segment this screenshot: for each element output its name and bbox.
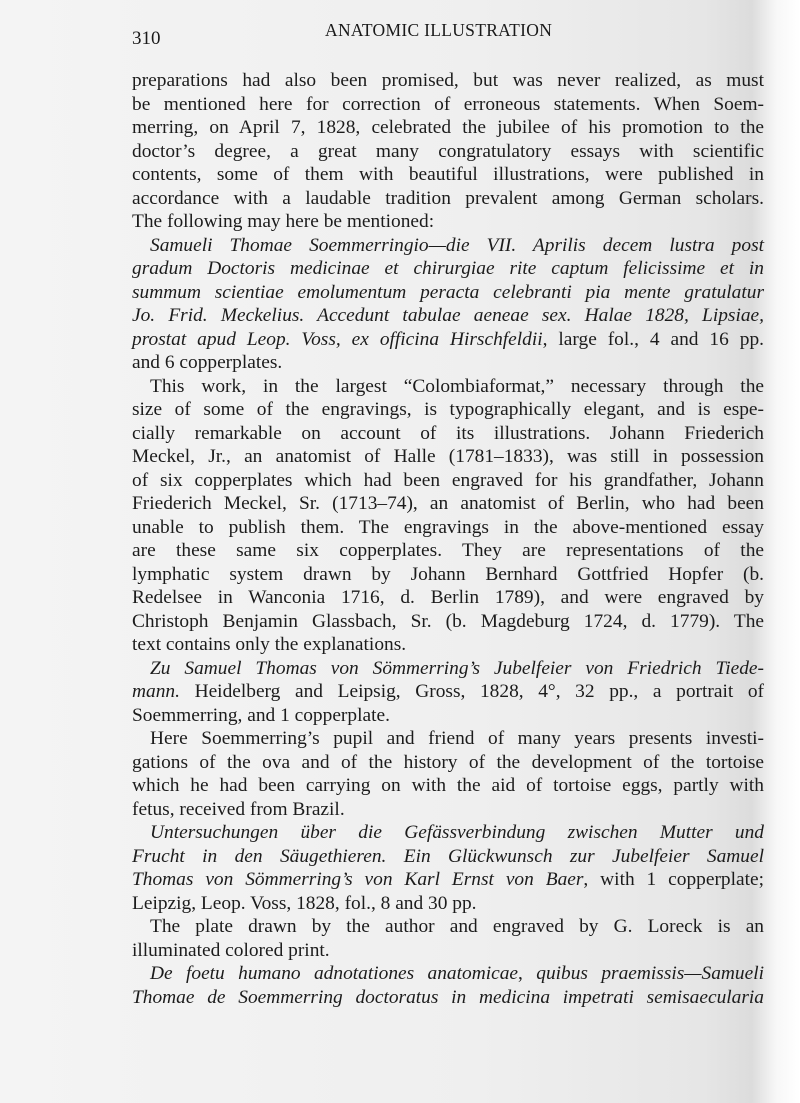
citation-title-line: Samueli Thomae Soemmerringio—die VII. Aprilis decem lustra post	[150, 234, 764, 256]
text-line	[132, 328, 764, 352]
citation-tiedemann	[132, 657, 764, 728]
text-line: cially remarkable on account of its illustrations. Johann Friederich	[132, 422, 764, 444]
page-number: 310	[132, 28, 161, 49]
citation-title-fragment: De foetu humano adnotationes anatomicae	[150, 963, 519, 984]
citation-title-line: Frucht in den Säugethieren. Ein Glückwunsch zur Jubelfeier Samuel	[132, 845, 764, 867]
text-line	[132, 868, 764, 892]
text-line: unable to publish them. The engravings in the above-mentioned essay	[132, 516, 764, 538]
citation-title-line: Zu Samuel Thomas von Sömmerring’s Jubelfeier von Friedrich Tiede-	[150, 657, 764, 679]
text-line: Soemmerring, and 1 copperplate.	[132, 704, 390, 726]
citation-meckel	[132, 234, 764, 375]
text-line: Christoph Benjamin Glassbach, Sr. (b. Magdeburg 1724, d. 1779). The	[132, 610, 764, 632]
citation-separator: ,	[518, 963, 537, 984]
citation-title-fragment: quibus praemissis—Samueli	[536, 963, 765, 984]
text-line: This work, in the largest “Colombiaformat,” necessary through the	[150, 375, 764, 397]
citation-title-line: Jo. Frid. Meckelius. Accedunt tabulae aeneae sex. Halae 1828, Lipsiae,	[132, 305, 764, 326]
text-line: The plate drawn by the author and engraved by G. Loreck is an	[150, 916, 764, 937]
citation-title-fragment: prostat apud Leop. Voss, ex officina Hirschfeldii	[132, 328, 543, 350]
citation-de-foetu	[132, 962, 764, 1009]
text-line: of six copperplates which had been engraved for his grandfather, Johann	[132, 469, 764, 491]
citation-title-fragment: Thomas von Sömmerring’s von Karl Ernst von Baer	[132, 869, 584, 890]
text-line: doctor’s degree, a great many congratulatory essays with scientific	[132, 140, 764, 162]
citation-title-fragment: mann.	[132, 681, 180, 702]
text-line: Meckel, Jr., an anatomist of Halle (1781–1833), was still in possession	[132, 446, 764, 467]
citation-title-line: summum scientiae emolumentum peracta celebranti pia mente gratulatur	[132, 281, 764, 303]
text-line: which he had been carrying on with the aid of tortoise eggs, partly with	[132, 775, 764, 796]
citation-title-line: Untersuchungen über die Gefässverbindung zwischen Mutter und	[150, 822, 764, 843]
citation-von-baer	[132, 821, 764, 915]
text-line: fetus, received from Brazil.	[132, 798, 345, 820]
text-line: Here Soemmerring’s pupil and friend of many years presents investi-	[150, 728, 764, 749]
text-line: Friederich Meckel, Sr. (1713–74), an anatomist of Berlin, who had been	[132, 493, 764, 514]
text-line	[132, 680, 764, 704]
paragraph-description	[132, 375, 764, 657]
paragraph-tiedemann-description	[132, 727, 764, 821]
body-text	[132, 69, 764, 1009]
text-line: Redelsee in Wanconia 1716, d. Berlin 1789), and were engraved by	[132, 587, 764, 608]
paragraph-plate-description	[132, 915, 764, 962]
text-line: are these same six copperplates. They are representations of the	[132, 540, 764, 561]
paragraph-intro	[132, 69, 764, 234]
text-line: The following may here be mentioned:	[132, 211, 435, 232]
text-line: gations of the ova and of the history of the development of the tortoise	[132, 751, 764, 773]
text-line: Leipzig, Leop. Voss, 1828, fol., 8 and 30 pp.	[132, 892, 477, 914]
running-title: ANATOMIC ILLUSTRATION	[325, 20, 553, 40]
text-line: lymphatic system drawn by Johann Bernhard Gottfried Hopfer (b.	[132, 563, 764, 585]
text-line: accordance with a laudable tradition prevalent among German scholars.	[132, 187, 764, 209]
text-line: size of some of the engravings, is typographically elegant, and is espe-	[132, 399, 764, 420]
text-line: and 6 copperplates.	[132, 352, 283, 373]
text-line: merring, on April 7, 1828, celebrated the jubilee of his promotion to the	[132, 117, 764, 138]
citation-details: Heidelberg and Leipsig, Gross, 1828, 4°, 32 pp., a portrait of	[179, 681, 764, 702]
citation-details: , with 1 copperplate;	[583, 869, 764, 890]
running-head	[132, 18, 772, 48]
text-line: text contains only the explanations.	[132, 634, 407, 655]
text-line: illuminated colored print.	[132, 939, 330, 961]
citation-title-line: Thomae de Soemmerring doctoratus in medicina impetrati semisaecularia	[132, 986, 764, 1008]
citation-details: , large fol., 4 and 16 pp.	[542, 328, 764, 350]
text-line: be mentioned here for correction of erroneous statements. When Soem-	[132, 93, 764, 115]
text-line	[132, 962, 764, 986]
text-line: preparations had also been promised, but was never realized, as must	[132, 70, 764, 91]
text-line: contents, some of them with beautiful illustrations, were published in	[132, 164, 764, 185]
citation-title-line: gradum Doctoris medicinae et chirurgiae rite captum felicissime et in	[132, 258, 764, 279]
